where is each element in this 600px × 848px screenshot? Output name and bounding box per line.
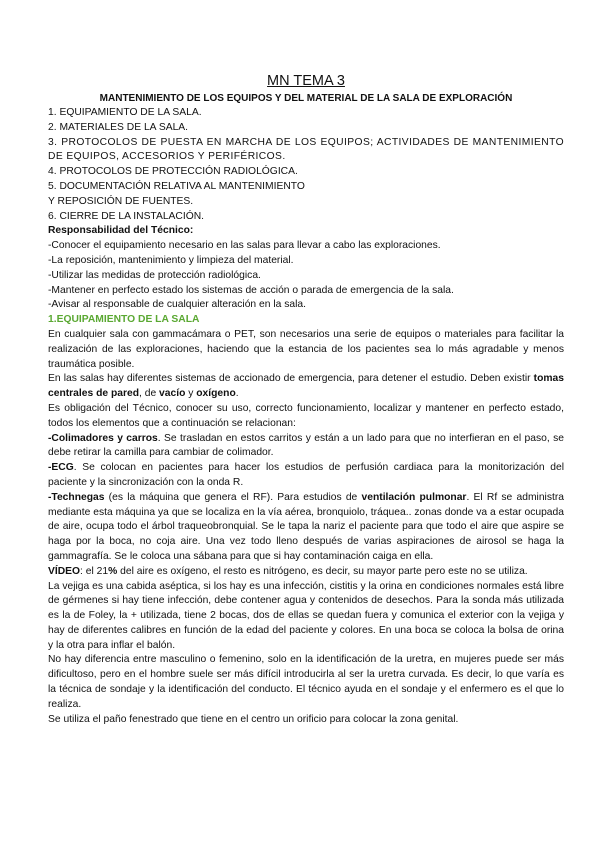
bold-term: -ECG (48, 462, 74, 474)
bold-term: vacío (159, 388, 186, 400)
text-span: . Se colocan en pacientes para hacer los estudios de perfusión cardiaca para la monitorización del paciente y la sincronización con la onda R. (48, 462, 564, 488)
paragraph-emergency (48, 372, 564, 402)
bold-term: -Colimadores y carros (48, 432, 158, 444)
index-item: 4. PROTOCOLOS DE PROTECCIÓN RADIOLÓGICA. (48, 166, 298, 178)
paragraph-obligation: Es obligación del Técnico, conocer su uso, correcto funcionamiento, localizar y mantener en perfecto estado, todos los elementos que a continuación se relacionan: (48, 402, 564, 429)
document-subtitle: MANTENIMIENTO DE LOS EQUIPOS Y DEL MATERIAL DE LA SALA DE EXPLORACIÓN (99, 93, 513, 104)
text-span: En las salas hay diferentes sistemas de accionado de emergencia, para detener el estudio. Deben existir (48, 373, 534, 385)
section-heading: 1.EQUIPAMIENTO DE LA SALA (48, 314, 200, 326)
index-item: 3. PROTOCOLOS DE PUESTA EN MARCHA DE LOS EQUIPOS; ACTIVIDADES DE MANTENIMIENTO DE EQUIPOS, ACCESORIOS Y PERIFÉRICOS. (48, 136, 564, 163)
paragraph-uretra: No hay diferencia entre masculino o femenino, solo en la identificación de la uretra, en mujeres puede ser más dificultoso, pero en el hombre suele ser más difícil introducirla al ser la uretra curvada. Es decir, lo que varía es la técnica de sondaje y la identificación del conducto. El técnico ayuda en el sondaje y el enfermero es el que lo realiza. (48, 654, 564, 710)
bold-term: VÍDEO (48, 565, 81, 577)
paragraph-video (48, 565, 564, 580)
text-span: . (235, 388, 239, 400)
paragraph-intro: En cualquier sala con gammacámara o PET, son necesarios una serie de equipos o materiales para facilitar la realización de las exploraciones, haciendo que la estancia de los pacientes sea lo más agradable y menos traumática posible. (48, 328, 564, 370)
responsibility-list (48, 239, 564, 313)
responsibility-item: -Utilizar las medidas de protección radiológica. (48, 269, 261, 281)
bold-term: tomas centrales de pared (48, 373, 564, 400)
bold-term: oxígeno (196, 388, 236, 400)
text-span: y (185, 388, 197, 400)
bold-term: -Technegas (48, 491, 105, 503)
text-span: . Se trasladan en estos carritos y están a un lado para que no interfieran en el paso, se debe retirar la camilla para cambiar de colimador. (48, 432, 564, 459)
index-item: 5. DOCUMENTACIÓN RELATIVA AL MANTENIMIENTO (48, 180, 305, 192)
paragraph-pano: Se utiliza el paño fenestrado que tiene en el centro un orificio para colocar la zona genital. (48, 713, 459, 725)
text-span: : el 21 (80, 565, 109, 577)
text-span: . El Rf se administra mediante esta máquina ya que se localiza en la vía aérea, bronquiolo, tráquea.. zonas donde va a estar ocupada de aire, ocupa todo el árbol traqueobronquial. Se le tapa la nariz el paciente para que todo el aire que aspire se haga por la boca, no coja aire. Una vez todo lleno después de varias aspiraciones de airosol se haga la gammagrafía. Se le coloca una sábana para que si hay contaminación caiga en ella. (48, 491, 564, 562)
text-span: del aire es oxígeno, el resto es nitrógeno, es decir, su mayor parte pero este no se utiliza. (117, 565, 528, 577)
text-span: (es la máquina que genera el RF). Para estudios de (104, 491, 362, 503)
index-item: Y REPOSICIÓN DE FUENTES. (48, 195, 194, 207)
responsibility-heading: Responsabilidad del Técnico: (48, 225, 194, 237)
index-item: 2. MATERIALES DE LA SALA. (48, 121, 189, 133)
bold-term: % (108, 565, 118, 577)
paragraph-ecg (48, 461, 564, 491)
paragraph-colimadores (48, 432, 564, 462)
text-span: , de (139, 388, 160, 400)
responsibility-item: -Conocer el equipamiento necesario en las salas para llevar a cabo las exploraciones. (48, 240, 441, 252)
paragraph-vejiga: La vejiga es una cabida aséptica, si los hay es una infección, cistitis y la orina en condiciones normales está libre de gérmenes si hay tiene infección, debe contener agua y contenidos de desechos. Para la sonda más utilizada es la de Foley, la + utilizada, tiene 2 bocas, dos de ellas se quedan fuera y comunica el exterior con la vejiga y hay de diferentes calibres en función de la edad del paciente y colores. En una boca se coloca la bolsa de orina y la otra para inflar el balón. (48, 580, 564, 651)
responsibility-item: -La reposición, mantenimiento y limpieza del material. (48, 254, 294, 266)
responsibility-item: -Mantener en perfecto estado los sistemas de acción o parada de emergencia de la sala. (48, 284, 454, 296)
paragraph-technegas (48, 491, 564, 565)
document-page (48, 72, 564, 727)
document-title: MN TEMA 3 (267, 73, 345, 89)
index-item: 6. CIERRE DE LA INSTALACIÓN. (48, 210, 205, 222)
responsibility-item: -Avisar al responsable de cualquier alteración en la sala. (48, 299, 306, 311)
index-list (48, 106, 564, 224)
bold-term: ventilación pulmonar (361, 491, 467, 503)
index-item: 1. EQUIPAMIENTO DE LA SALA. (48, 107, 202, 118)
